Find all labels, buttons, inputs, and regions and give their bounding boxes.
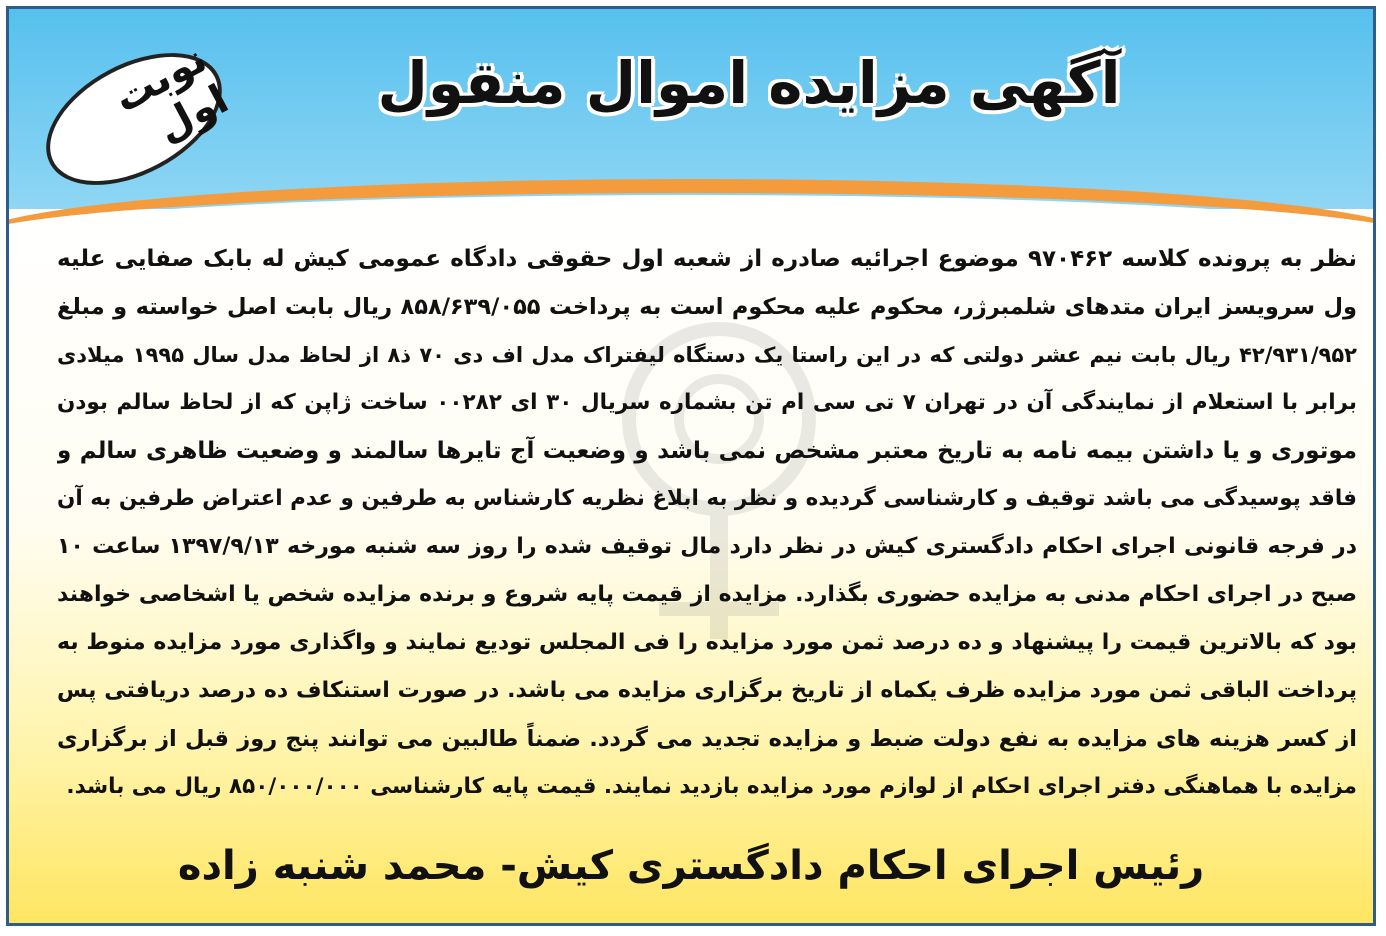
body-line: مزایده با هماهنگی دفتر اجرای احکام از لوازم مورد مزایده بازدید نمایند. قیمت پایه کارشناسی ۸۵۰/۰۰۰/۰۰۰ ریال می باشد. [66,774,1357,799]
body-line: نظر به پرونده کلاسه ۹۷۰۴۶۲ موضوع اجرائیه صادره از شعبه اول حقوقی دادگاه عمومی کیش له بابک صفایی علیه [57,246,1357,272]
notice-title: آگهی مزایده اموال منقول [377,49,1121,117]
notice-body [57,235,1357,811]
body-line: ول سرویسز ایران متدهای شلمبرژر، محکوم علیه محکوم است به پرداخت ۸۵۸/۶۳۹/۰۵۵ ریال بابت اصل خواسته و مبلغ [57,294,1357,320]
body-line: در فرجه قانونی اجرای احکام دادگستری کیش در نظر دارد مال توقیف شده را روز سه شنبه مورخه ۱۳۹۷/۹/۱۳ ساعت ۱۰ [57,534,1357,559]
body-line: ۴۲/۹۳۱/۹۵۲ ریال بابت نیم عشر دولتی که در این راستا یک دستگاه لیفتراک مدل اف دی ۷۰ ذ۸ از لحاظ مدل سال ۱۹۹۵ میلادی [57,343,1357,367]
body-line: بود که بالاترین قیمت را پیشنهاد و ده درصد ثمن مورد مزایده را فی المجلس تودیع نمایند و واگذاری مورد مزایده منوط به [57,630,1357,655]
body-line: از کسر هزینه های مزایده به نفع دولت ضبط و مزایده تجدید می گردد. ضمناً طالبین می توانند پنج روز قبل از برگزاری [57,726,1357,752]
badge-label: نوبت اول [106,35,236,152]
body-line: موتوری و یا داشتن بیمه نامه به تاریخ معتبر مشخص نمی باشد و وضعیت آج تایرها سالمند و وضعیت ظاهری سالم و [57,438,1357,464]
signature-line: رئیس اجرای احکام دادگستری کیش- محمد شنبه زاده [177,843,1205,889]
body-line: فاقد پوسیدگی می باشد توقیف و کارشناسی گردیده و نظر به ابلاغ نظریه کارشناس به طرفین و عدم اعتراض طرفین به آن [57,486,1357,511]
auction-notice [6,6,1376,926]
body-line: صبح در اجرای احکام مدنی به مزایده حضوری بگذارد. مزایده از قیمت پایه شروع و برنده مزایده شخص یا اشخاصی خواهند [57,582,1357,607]
body-line: برابر با استعلام از نمایندگی آن در تهران ۷ تی سی ام تن بشماره سریال ۳۰ ای ۰۰۲۸۲ ساخت ژاپن که از لحاظ سالم بودن [57,390,1357,415]
body-line: پرداخت الباقی ثمن مورد مزایده ظرف یکماه از تاریخ برگزاری مزایده می باشد. در صورت استنکاف ده درصد دریافتی پس [57,678,1357,703]
